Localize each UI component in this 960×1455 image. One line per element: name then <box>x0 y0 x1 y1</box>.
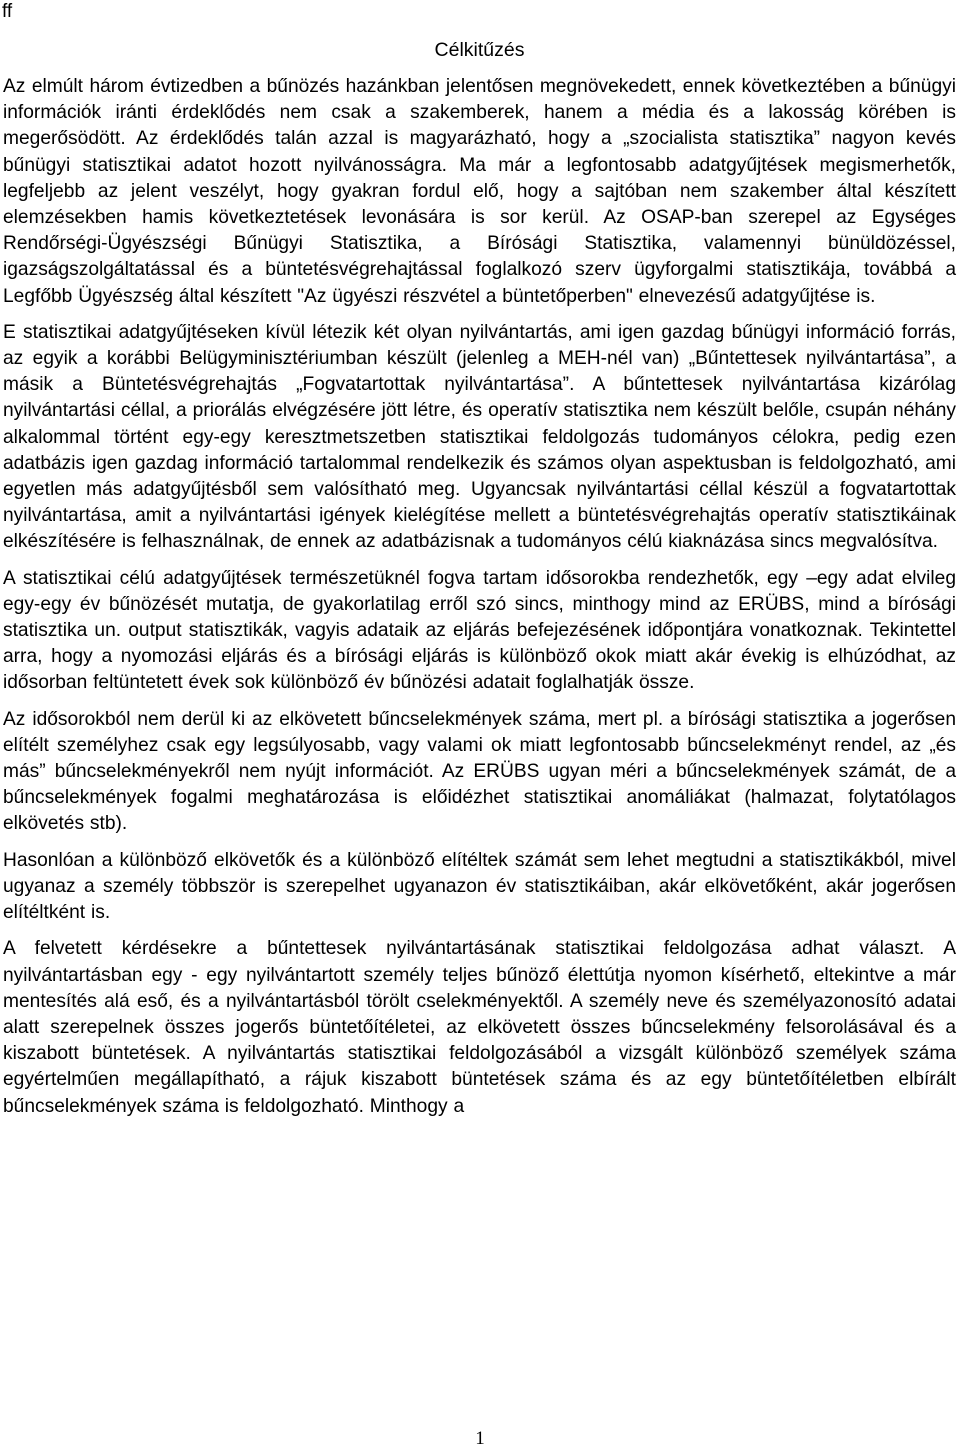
page-number: 1 <box>475 1428 485 1449</box>
document-page <box>3 0 956 1120</box>
paragraph-1: Az elmúlt három évtizedben a bűnözés hazánkban jelentősen megnövekedett, ennek következtében a bűnügyi információk iránti érdeklődés nem csak a szakemberek, hanem a média és a lakosság körében is megerősödött. Az érdeklődés talán azzal is magyarázható, hogy a „szocialista statisztika” nagyon kevés bűnügyi statisztikai adatot hozott nyilvánosságra. Ma már a legfontosabb adatgyűjtések megismerhetők, legfeljebb az jelent veszélyt, hogy gyakran fordul elő, hogy a sajtóban nem szakember által készített elemzésekben hamis következtetések levonására is sor kerül. Az OSAP-ban szerepel az Egységes Rendőrségi-Ügyészségi Bűnügyi Statisztika, a Bírósági Statisztika, valamennyi bünüldözéssel, igazságszolgáltatással és a büntetésvégrehajtással foglalkozó szerv ügyforgalmi statisztikája, továbbá a Legfőbb Ügyészség által készített "Az ügyészi részvétel a büntetőperben" elnevezésű adatgyűjtése is. <box>3 76 956 307</box>
paragraph-4: Az idősorokból nem derül ki az elkövetett bűncselekmények száma, mert pl. a bírósági statisztika a jogerősen elítélt személyhez csak egy legsúlyosabb, vagy valami ok miatt legfontosabb bűncselekményt rendel, az „és más” bűncselekményekről nem nyújt információt. Az ERÜBS ugyan méri a bűncselekmények számát, de a bűncselekmények fogalmi meghatározása is előidézhet statisztikai anomáliákat (halmazat, folytatólagos elkövetés stb). <box>3 708 956 835</box>
paragraph-6: A felvetett kérdésekre a bűntettesek nyilvántartásának statisztikai feldolgozása adhat választ. A nyilvántartásban egy - egy nyilvántartott személy teljes bűnöző élettútja nyomon kísérhető, eltekintve a már mentesítés alá eső, és a nyilvántartásból törölt cselekményektől. A személy neve és személyazonosító adatai alatt szerepelnek összes jogerős büntetőítéletei, az elkövetett összes bűncselekmény felsorolásával és a kiszabott büntetések. A nyilvántartás statisztikai feldolgozásából a vizsgált különböző személyek száma egyértelműen megállapítható, a rájuk kiszabott büntetések száma és az egy büntetőítéletben elbírált bűncselekmények száma is feldolgozható. Minthogy a <box>3 938 956 1117</box>
paragraph-2: E statisztikai adatgyűjtéseken kívül létezik két olyan nyilvántartás, ami igen gazdag bűnügyi információ forrás, az egyik a korábbi Belügyminisztériumban készült (jelenleg a MEH-nél van) „Bűntettesek nyilvántartása”, a másik a Büntetésvégrehajtás „Fogvatartottak nyilvántartása”. A bűntettesek nyilvántartása kizárólag nyilvántartási céllal, a priorálás elvégzésére jött létre, és operatív statisztika nem készült belőle, csupán néhány alkalommal történt egy-egy keresztmetszetben statisztikai feldolgozás tudományos célokra, pedig ezen adatbázis igen gazdag információ tartalommal rendelkezik és számos olyan aspektusban is feldolgozható, ami egyetlen más adatgyűjtésből sem valósítható meg. Ugyancsak nyilvántartási céllal készül a fogvatartottak nyilvántartása, amit a nyilvántartási igények kielégítése mellett a büntetésvégrehajtás operatív statisztikáinak elkészítésére is felhasználnak, de ennek az adatbázisnak a tudományos célú kiaknázása sincs megvalósítva. <box>3 321 956 553</box>
paragraph-3: A statisztikai célú adatgyűjtések természetüknél fogva tartam idősorokba rendezhetők, egy –egy adat elvileg egy-egy év bűnözését mutatja, de gyakorlatilag erről szó sincs, minthogy mind az ERÜBS, mind a bírósági statisztika un. output statisztikák, vagyis adataik az eljárás befejezésének időpontjára vonatkoznak. Tekintettel arra, hogy a nyomozási eljárás és a bírósági eljárás is különböző okok miatt akár évekig is elhúzódhat, az idősorban feltüntetett évek sok különböző év bűnözési adatait foglalhatják össze. <box>3 567 956 694</box>
page-title: Célkitűzés <box>434 39 525 61</box>
paragraph-5: Hasonlóan a különböző elkövetők és a különböző elítéltek számát sem lehet megtudni a statisztikákból, mivel ugyanaz a személy többször is szerepelhet ugyanazon év statisztikáiban, akár elkövetőként, akár jogerősen elítéltként is. <box>3 849 956 924</box>
header-mark: ff <box>2 1 13 22</box>
